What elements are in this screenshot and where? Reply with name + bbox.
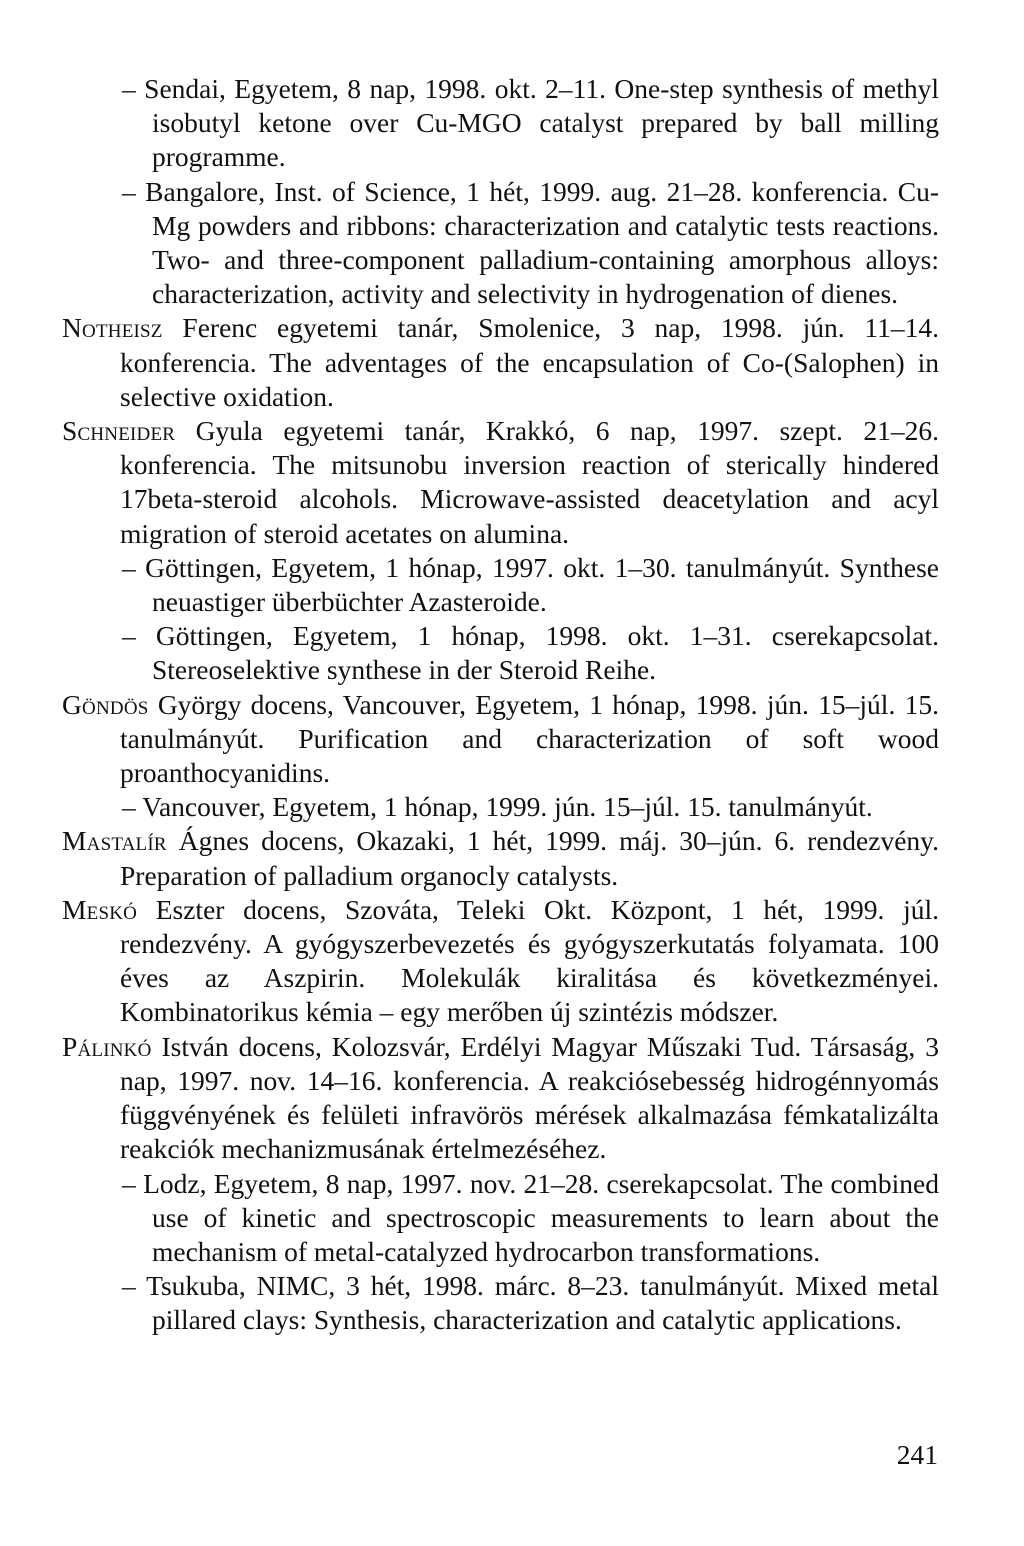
person-name: Pálinkó xyxy=(62,1030,152,1062)
entry-gottingen-1997 xyxy=(62,551,939,619)
entry-text: Eszter docens, Szováta, Teleki Okt. Központ, 1 hét, 1999. júl. rendezvény. A gyógyszerbevezetés és gyógyszerkutatás folyamata. 100 éves az Aszpirin. Molekulák kiralitása és következményei. Kombinatorikus kémia – egy merőben új szintézis módszer. xyxy=(120,893,939,1028)
page-number: 241 xyxy=(896,1439,938,1470)
entry-lodz xyxy=(62,1167,939,1270)
entry-text: Gyula egyetemi tanár, Krakkó, 6 nap, 1997. szept. 21–26. konferencia. The mitsunobu inversion reaction of sterically hindered 17beta-steroid alcohols. Microwave-assisted deacetylation and acyl migration of steroid acetates on alumina. xyxy=(120,415,939,549)
person-name: Mastalír xyxy=(62,825,167,857)
entry-tsukuba xyxy=(62,1269,939,1337)
entry-text: – Bangalore, Inst. of Science, 1 hét, 1999. aug. 21–28. konferencia. Cu-Mg powders and ribbons: characterization and catalytic tests reactions. Two- and three-component palladium-containing amorphous alloys: characterization, activity and selectivity in hydrogenation of dienes. xyxy=(122,175,939,310)
entry-text: – Sendai, Egyetem, 8 nap, 1998. okt. 2–11. One-step synthesis of methyl isobutyl ketone over Cu-MGO catalyst prepared by ball milling programme. xyxy=(122,73,939,173)
entry-text: Ferenc egyetemi tanár, Smolenice, 3 nap, 1998. jún. 11–14. konferencia. The adventages of the encapsulation of Co-(Salophen) in selective oxidation. xyxy=(120,312,939,412)
entry-sendai xyxy=(62,72,939,175)
entry-mesko xyxy=(62,893,939,1030)
entry-text: – Tsukuba, NIMC, 3 hét, 1998. márc. 8–23. tanulmányút. Mixed metal pillared clays: Synthesis, characterization and catalytic applications. xyxy=(122,1270,939,1336)
entry-notheisz xyxy=(62,311,939,414)
entry-schneider xyxy=(62,414,939,551)
entry-palinko xyxy=(62,1030,939,1167)
entry-text: István docens, Kolozsvár, Erdélyi Magyar Műszaki Tud. Társaság, 3 nap, 1997. nov. 14–16. konferencia. A reakciósebesség hidrogénnyomás függvényének és felületi infravörös mérések alkalmazása fémkatalizálta reakciók mechanizmusának értelmezéséhez. xyxy=(120,1030,939,1165)
entry-text: – Göttingen, Egyetem, 1 hónap, 1998. okt. 1–31. cserekapcsolat. Stereoselektive synthese in der Steroid Reihe. xyxy=(122,620,939,686)
person-name: Göndös xyxy=(62,688,149,720)
entry-text: György docens, Vancouver, Egyetem, 1 hónap, 1998. jún. 15–júl. 15. tanulmányút. Purification and characterization of soft wood proanthocyanidins. xyxy=(120,688,939,789)
entries-list xyxy=(62,72,939,1338)
person-name: Schneider xyxy=(62,415,176,447)
entry-vancouver-1999 xyxy=(62,790,939,824)
person-name: Notheisz xyxy=(62,312,163,344)
entry-mastalir xyxy=(62,824,939,892)
entry-text: – Vancouver, Egyetem, 1 hónap, 1999. jún. 15–júl. 15. tanulmányút. xyxy=(122,791,873,823)
entry-text: – Göttingen, Egyetem, 1 hónap, 1997. okt. 1–30. tanulmányút. Synthese neuastiger überbüchter Azasteroide. xyxy=(122,551,939,618)
entry-text: – Lodz, Egyetem, 8 nap, 1997. nov. 21–28. cserekapcsolat. The combined use of kinetic and spectroscopic measurements to learn about the mechanism of metal-catalyzed hydrocarbon transformations. xyxy=(122,1167,939,1267)
person-name: Meskó xyxy=(62,893,138,925)
entry-gondos xyxy=(62,688,939,791)
entry-text: Ágnes docens, Okazaki, 1 hét, 1999. máj. 30–jún. 6. rendezvény. Preparation of palladium organocly catalysts. xyxy=(120,825,939,891)
entry-bangalore xyxy=(62,175,939,312)
entry-gottingen-1998 xyxy=(62,619,939,687)
